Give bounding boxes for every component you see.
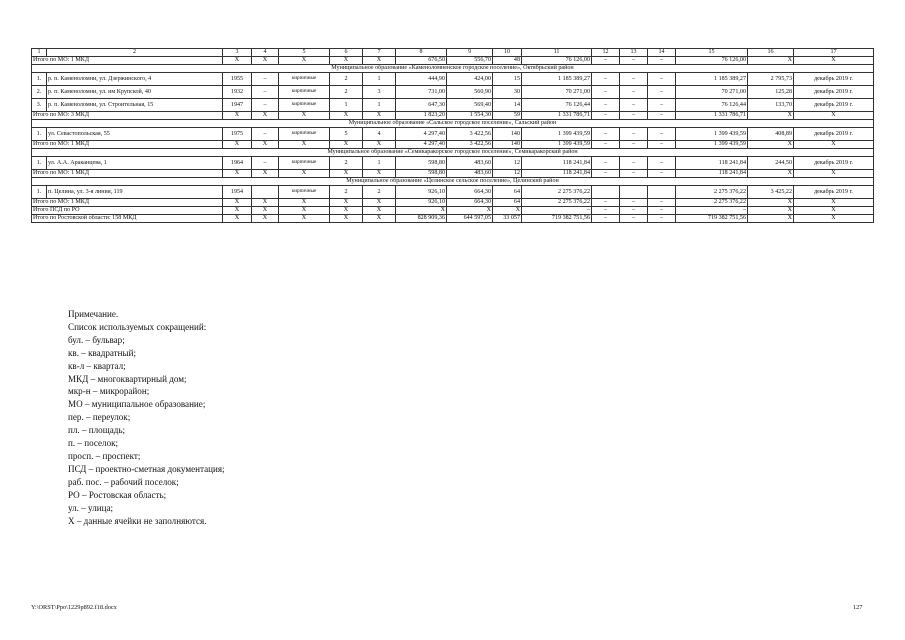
table-cell: – — [592, 157, 620, 170]
table-cell: Х — [279, 207, 330, 215]
total-row — [32, 199, 874, 207]
table-cell: – — [648, 170, 676, 178]
total-label: Итого ПСД по РО — [32, 207, 223, 215]
note-line: п. – поселок; — [68, 438, 119, 449]
table-cell: – — [592, 112, 620, 120]
table-body — [32, 49, 874, 223]
column-number: 13 — [620, 49, 648, 57]
table-cell: – — [648, 128, 676, 141]
table-cell: 1975 — [223, 128, 252, 141]
table-cell: – — [648, 157, 676, 170]
section-title: Муниципальное образование «Сальское городское поселение», Сальский район — [32, 120, 874, 128]
table-cell: 133,70 — [748, 99, 794, 112]
total-label: Итого по МО: 1 МКД — [32, 170, 223, 178]
column-number: 15 — [676, 49, 748, 57]
table-cell: 598,80 — [396, 157, 447, 170]
table-cell: 70 271,00 — [522, 86, 592, 99]
table-cell: 2 275 376,22 — [676, 186, 748, 199]
table-cell: – — [592, 86, 620, 99]
table-cell: 483,60 — [447, 170, 493, 178]
table-cell: 244,50 — [748, 157, 794, 170]
table-cell: Х — [223, 112, 252, 120]
section-header-row — [32, 149, 874, 157]
table-cell: Х — [363, 199, 396, 207]
data-table — [31, 48, 874, 223]
table-cell: Х — [363, 141, 396, 149]
address-cell: р. п. Каменоломни, ул. Строительная, 15 — [47, 99, 223, 112]
table-cell: Х — [279, 141, 330, 149]
table-cell: Х — [363, 170, 396, 178]
table-cell: Х — [363, 215, 396, 223]
table-cell: Х — [279, 57, 330, 65]
total-row — [32, 207, 874, 215]
table-cell: 30 — [493, 86, 522, 99]
table-cell: 1 — [363, 99, 396, 112]
table-cell: Х — [794, 215, 874, 223]
table-cell: – — [592, 170, 620, 178]
table-cell: Х — [252, 199, 279, 207]
table-cell: 1932 — [223, 86, 252, 99]
table-cell: кирпичные — [279, 157, 330, 170]
table-cell: 4 297,40 — [396, 128, 447, 141]
table-cell: 12 — [493, 157, 522, 170]
column-number: 2 — [47, 49, 223, 57]
table-cell: Х — [363, 112, 396, 120]
table-cell: 664,30 — [447, 199, 493, 207]
table-cell: – — [620, 199, 648, 207]
section-header-row — [32, 65, 874, 73]
table-cell: 444,90 — [396, 73, 447, 86]
table-cell: – — [648, 141, 676, 149]
table-cell: 731,00 — [396, 86, 447, 99]
table-cell: 3 — [363, 86, 396, 99]
table-cell: – — [252, 99, 279, 112]
table-cell: Х — [330, 215, 363, 223]
address-cell: п. Целина, ул. 3-я линия, 119 — [47, 186, 223, 199]
table-cell: 1 — [330, 99, 363, 112]
note-line: Список используемых сокращений: — [68, 321, 207, 332]
table-cell: Х — [252, 170, 279, 178]
column-number: 17 — [794, 49, 874, 57]
table-cell: кирпичные — [279, 128, 330, 141]
section-header-row — [32, 120, 874, 128]
table-cell: 140 — [493, 128, 522, 141]
table-cell: 1 331 786,71 — [522, 112, 592, 120]
note-line: бул. – бульвар; — [68, 334, 125, 345]
table-cell: 5 — [330, 128, 363, 141]
table-cell — [592, 186, 620, 199]
table-cell: – — [620, 141, 648, 149]
table-cell: 926,10 — [396, 199, 447, 207]
table-cell: – — [620, 112, 648, 120]
table-cell: Х — [493, 207, 522, 215]
table-cell: – — [620, 128, 648, 141]
table-cell: 647,30 — [396, 99, 447, 112]
table-cell: Х — [748, 215, 794, 223]
note-line: МО – муниципальное образование; — [68, 399, 206, 410]
table-cell: 59 — [493, 112, 522, 120]
table-cell: Х — [223, 57, 252, 65]
table-cell: 3 425,22 — [748, 186, 794, 199]
column-number: 3 — [223, 49, 252, 57]
table-cell: – — [620, 207, 648, 215]
table-cell: – — [592, 128, 620, 141]
address-cell: ул. А.А. Араканцева, 1 — [47, 157, 223, 170]
table-cell: 1 399 439,59 — [676, 141, 748, 149]
table-row — [32, 73, 874, 86]
table-cell: 1954 — [223, 186, 252, 199]
column-number: 4 — [252, 49, 279, 57]
table-cell: 664,30 — [447, 186, 493, 199]
column-number: 7 — [363, 49, 396, 57]
table-cell: Х — [794, 170, 874, 178]
note-title: Примечание. — [68, 309, 119, 319]
table-cell: Х — [794, 141, 874, 149]
table-cell: – — [592, 99, 620, 112]
table-cell: кирпичные — [279, 73, 330, 86]
table-cell: 1964 — [223, 157, 252, 170]
table-cell: 926,10 — [396, 186, 447, 199]
table-cell: 3 422,56 — [447, 141, 493, 149]
table-cell: – — [592, 73, 620, 86]
table-cell: декабрь 2019 г. — [794, 157, 874, 170]
column-number-row — [32, 49, 874, 57]
table-cell: Х — [279, 215, 330, 223]
table-row — [32, 86, 874, 99]
table-cell: 2 — [330, 86, 363, 99]
total-label: Итого по Ростовской области: 158 МКД — [32, 215, 223, 223]
table-cell: – — [620, 73, 648, 86]
address-cell: р. п. Каменоломни, ул. им Крупской, 40 — [47, 86, 223, 99]
table-cell: кирпичные — [279, 99, 330, 112]
table-cell: Х — [363, 57, 396, 65]
table-cell: 2 — [330, 73, 363, 86]
address-cell: р. п. Каменоломни, ул. Дзержинского, 4 — [47, 73, 223, 86]
total-row — [32, 170, 874, 178]
table-cell: Х — [330, 199, 363, 207]
table-cell: – — [592, 141, 620, 149]
table-cell: – — [252, 86, 279, 99]
table-cell — [648, 186, 676, 199]
note-line: ПСД – проектно-сметная документация; — [68, 463, 225, 474]
table-cell: Х — [330, 207, 363, 215]
table-cell: – — [592, 207, 620, 215]
table-cell: – — [252, 128, 279, 141]
table-cell: Х — [748, 141, 794, 149]
table-cell: 64 — [493, 199, 522, 207]
abbreviations-note — [68, 308, 225, 527]
table-cell: Х — [252, 207, 279, 215]
table-cell: кирпичные — [279, 186, 330, 199]
table-cell: Х — [252, 215, 279, 223]
table-cell: 1. — [32, 157, 47, 170]
column-number: 14 — [648, 49, 676, 57]
table-cell: 76 126,00 — [522, 57, 592, 65]
table-cell: 2 275 376,22 — [676, 199, 748, 207]
table-cell: Х — [223, 141, 252, 149]
table-cell: 1 185 389,27 — [522, 73, 592, 86]
total-label: Итого по МО: 1 МКД — [32, 199, 223, 207]
table-cell: – — [592, 199, 620, 207]
table-cell: Х — [223, 215, 252, 223]
table-cell: – — [522, 207, 592, 215]
table-cell: Х — [252, 141, 279, 149]
column-number: 11 — [522, 49, 592, 57]
table-cell: 1 331 786,71 — [676, 112, 748, 120]
table-cell: 828 909,36 — [396, 215, 447, 223]
table-cell: 118 241,84 — [676, 157, 748, 170]
column-number: 9 — [447, 49, 493, 57]
table-cell: 118 241,84 — [676, 170, 748, 178]
table-cell: – — [252, 73, 279, 86]
table-cell: 1. — [32, 128, 47, 141]
footer-file-path: Y:\ORST\Ppo\1229p892.f18.docx — [31, 604, 117, 611]
table-cell: 483,60 — [447, 157, 493, 170]
table-cell: – — [648, 73, 676, 86]
table-cell: 64 — [493, 186, 522, 199]
table-cell: 1947 — [223, 99, 252, 112]
table-cell: 3 422,56 — [447, 128, 493, 141]
table-cell: Х — [330, 112, 363, 120]
table-cell: – — [620, 170, 648, 178]
table-cell: 1 823,20 — [396, 112, 447, 120]
section-title: Муниципальное образование «Семикаракорское городское поселение», Семикаракорский район — [32, 149, 874, 157]
table-cell: 1955 — [223, 73, 252, 86]
table-cell: 644 597,05 — [447, 215, 493, 223]
table-cell: 14 — [493, 99, 522, 112]
table-row — [32, 128, 874, 141]
note-line: раб. пос. – рабочий поселок; — [68, 476, 179, 487]
note-line: ул. – улица; — [68, 502, 114, 513]
table-cell: 1 399 439,59 — [522, 128, 592, 141]
total-row — [32, 112, 874, 120]
table-cell: – — [252, 157, 279, 170]
note-line: пер. – переулок; — [68, 412, 131, 423]
note-line: РО – Ростовская область; — [68, 489, 167, 500]
section-title: Муниципальное образование «Целинское сельское поселение», Целинский район — [32, 178, 874, 186]
table-cell: – — [620, 86, 648, 99]
table-cell: – — [648, 57, 676, 65]
table-cell: Х — [748, 112, 794, 120]
table-cell: Х — [794, 199, 874, 207]
table-cell: 125,28 — [748, 86, 794, 99]
table-cell: 1. — [32, 73, 47, 86]
note-line: Х – данные ячейки не заполняются. — [68, 515, 207, 526]
table-row — [32, 186, 874, 199]
table-cell: Х — [330, 57, 363, 65]
note-line: кв-л – квартал; — [68, 360, 126, 371]
table-cell: Х — [748, 170, 794, 178]
column-number: 8 — [396, 49, 447, 57]
table-cell: Х — [748, 207, 794, 215]
column-number: 12 — [592, 49, 620, 57]
table-cell: 12 — [493, 170, 522, 178]
table-cell: 2 — [363, 186, 396, 199]
table-cell: – — [620, 57, 648, 65]
table-cell: Х — [794, 112, 874, 120]
table-cell: 2 795,73 — [748, 73, 794, 86]
table-cell: Х — [279, 112, 330, 120]
table-cell: Х — [794, 207, 874, 215]
table-cell: 719 382 751,56 — [676, 215, 748, 223]
table-cell: 118 241,84 — [522, 170, 592, 178]
table-cell: – — [620, 215, 648, 223]
table-cell: 569,40 — [447, 99, 493, 112]
note-line: просп. – проспект; — [68, 450, 141, 461]
column-number: 16 — [748, 49, 794, 57]
address-cell: ул. Севастопольская, 55 — [47, 128, 223, 141]
table-cell: декабрь 2019 г. — [794, 73, 874, 86]
table-row — [32, 99, 874, 112]
total-label: Итого по МО: 3 МКД — [32, 112, 223, 120]
column-number: 10 — [493, 49, 522, 57]
table-cell: Х — [748, 57, 794, 65]
table-cell: Х — [223, 207, 252, 215]
table-cell: 2 275 376,22 — [522, 186, 592, 199]
table-cell: 76 126,44 — [676, 99, 748, 112]
table-cell: – — [648, 112, 676, 120]
page-number: 127 — [853, 604, 863, 611]
section-title: Муниципальное образование «Каменоломненское городское поселение», Октябрьский район — [32, 65, 874, 73]
column-number: 5 — [279, 49, 330, 57]
table-cell — [252, 186, 279, 199]
table-cell: 4 — [363, 128, 396, 141]
table-cell: 2 — [330, 186, 363, 199]
table-cell: 1 185 389,27 — [676, 73, 748, 86]
note-line: пл. – площадь; — [68, 425, 126, 436]
note-line: кв. – квадратный; — [68, 347, 137, 358]
table-cell: Х — [330, 141, 363, 149]
table-cell: Х — [330, 170, 363, 178]
table-cell: кирпичные — [279, 86, 330, 99]
total-label: Итого по МО: 1 МКД — [32, 57, 223, 65]
total-label: Итого по МО: 1 МКД — [32, 141, 223, 149]
table-cell: – — [648, 207, 676, 215]
table-cell: 15 — [493, 73, 522, 86]
table-cell: Х — [252, 112, 279, 120]
note-line: МКД – многоквартирный дом; — [68, 373, 187, 384]
table-cell: 4 297,40 — [396, 141, 447, 149]
table-cell: Х — [794, 57, 874, 65]
table-cell: декабрь 2019 г. — [794, 86, 874, 99]
table-cell: – — [648, 99, 676, 112]
table-cell: 1 — [363, 157, 396, 170]
table-cell: 118 241,84 — [522, 157, 592, 170]
table-cell: 1. — [32, 186, 47, 199]
table-cell: 556,70 — [447, 57, 493, 65]
column-number: 1 — [32, 49, 47, 57]
table-cell: – — [592, 215, 620, 223]
table-cell: декабрь 2019 г. — [794, 186, 874, 199]
table-cell: 140 — [493, 141, 522, 149]
table-cell: 2 275 376,22 — [522, 199, 592, 207]
table-row — [32, 157, 874, 170]
table-cell: Х — [279, 170, 330, 178]
table-cell: 719 382 751,56 — [522, 215, 592, 223]
total-row — [32, 215, 874, 223]
note-line: мкр-н – микрорайон; — [68, 386, 150, 397]
table-cell: – — [592, 57, 620, 65]
table-cell: – — [620, 99, 648, 112]
table-cell: Х — [223, 199, 252, 207]
table-cell: 1 — [363, 73, 396, 86]
table-cell: Х — [447, 207, 493, 215]
table-cell: Х — [748, 199, 794, 207]
table-cell: 1 399 439,59 — [522, 141, 592, 149]
table-cell: 598,80 — [396, 170, 447, 178]
table-cell: 76 126,00 — [676, 57, 748, 65]
table-cell: Х — [223, 170, 252, 178]
table-cell: 48 — [493, 57, 522, 65]
table-cell: Х — [363, 207, 396, 215]
table-cell: Х — [252, 57, 279, 65]
total-row — [32, 141, 874, 149]
table-cell: декабрь 2019 г. — [794, 99, 874, 112]
table-cell — [620, 186, 648, 199]
section-header-row — [32, 178, 874, 186]
table-cell: 2. — [32, 86, 47, 99]
table-cell: – — [648, 86, 676, 99]
table-cell: 424,00 — [447, 73, 493, 86]
table-cell: 2 — [330, 157, 363, 170]
table-cell: Х — [279, 199, 330, 207]
table-cell: 33 057 — [493, 215, 522, 223]
table-cell: 1 399 439,59 — [676, 128, 748, 141]
table-cell: 560,90 — [447, 86, 493, 99]
table-cell: 676,50 — [396, 57, 447, 65]
table-cell: 408,89 — [748, 128, 794, 141]
table-cell: декабрь 2019 г. — [794, 128, 874, 141]
table-cell: Х — [396, 207, 447, 215]
table-cell: – — [648, 215, 676, 223]
table-cell: 76 126,44 — [522, 99, 592, 112]
total-row — [32, 57, 874, 65]
table-cell: 3. — [32, 99, 47, 112]
table-cell: – — [620, 157, 648, 170]
table-cell: – — [676, 207, 748, 215]
column-number: 6 — [330, 49, 363, 57]
table-cell: 70 271,00 — [676, 86, 748, 99]
table-cell: 1 554,30 — [447, 112, 493, 120]
table-cell: – — [648, 199, 676, 207]
